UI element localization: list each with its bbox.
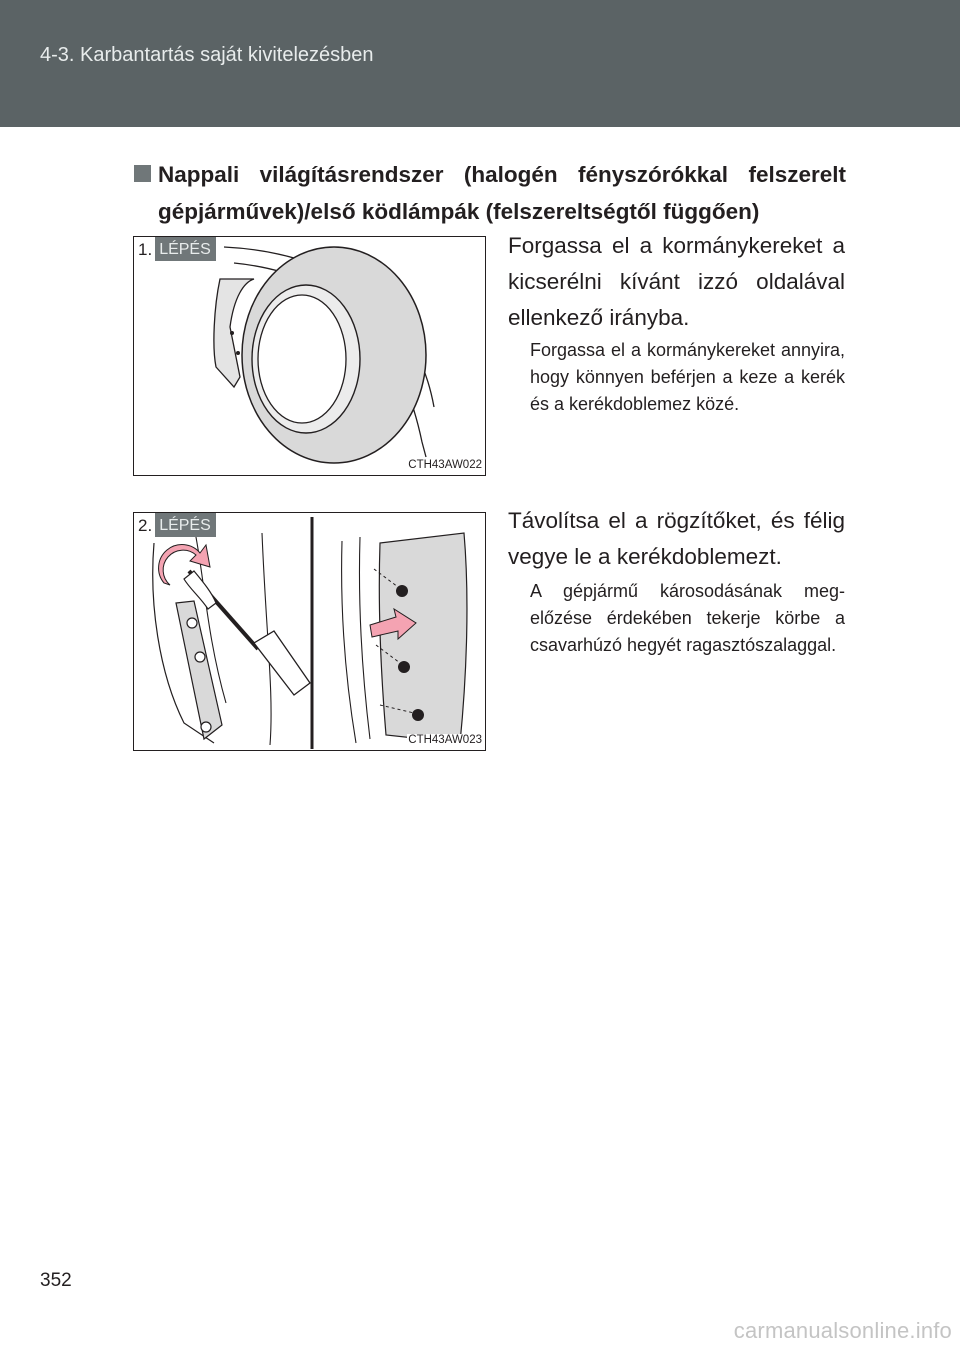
chapter-title: 4-3. Karbantartás saját kivitelezésben [40, 44, 374, 66]
step-1-figure-code: CTH43AW022 [408, 459, 482, 471]
fastener-icon [396, 585, 408, 597]
step-2-figure-code: CTH43AW023 [408, 734, 482, 746]
page-header [0, 0, 960, 127]
page-number: 352 [40, 1270, 72, 1291]
step-1-instruction: Forgassa el a kormánykereket a kicserélni kívánt izzó oldalával ellenkező irányba. [508, 233, 845, 330]
fastener-icon [398, 661, 410, 673]
step-2-figure [133, 512, 486, 751]
step-1-tag [134, 237, 216, 261]
step-2-number: 2. [134, 513, 155, 537]
step-1-number: 1. [134, 237, 155, 261]
watermark: carmanualsonline.info [733, 1318, 952, 1343]
step-2-instruction: Távolítsa el a rögzítőket, és félig vegye le a kerékdoblemezt. [508, 508, 845, 569]
fender-liner-left [176, 601, 222, 739]
rim-inner [258, 295, 346, 423]
step-1-figure [133, 236, 486, 476]
step-1-note: Forgassa el a kormánykereket annyira, hogy könnyen beférjen a keze a kerék és a kerékdoblemez közé. [530, 340, 845, 414]
step-2-tag [134, 513, 216, 537]
step-2-label: LÉPÉS [155, 513, 216, 537]
fender-liner-right [379, 533, 467, 743]
fastener-icon [412, 709, 424, 721]
step-2-note: A gépjármű károsodásának megelőzése érdekében tekerje körbe a csavarhúzó hegyét ragasztószalaggal. [530, 581, 845, 655]
wheel-illustration [134, 237, 485, 475]
fastener-removal-illustration [134, 513, 485, 750]
section-heading: Nappali világításrendszer (halogén fényszórókkal felszerelt gépjárművek)/első ködlámpák (felszereltségtől függően) [158, 162, 846, 224]
section-bullet-square [134, 165, 151, 182]
step-1-label: LÉPÉS [155, 237, 216, 261]
